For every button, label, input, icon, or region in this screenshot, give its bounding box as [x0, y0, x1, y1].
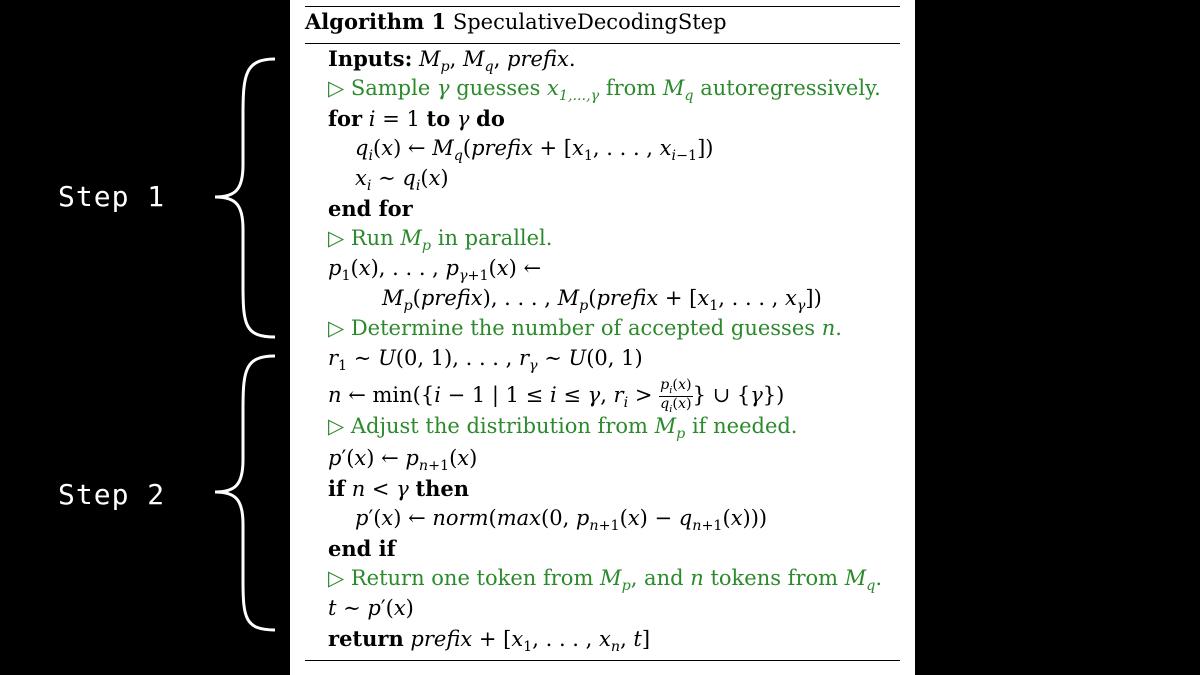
- p-line: $p_1(x)$, . . . , $p_{\gamma+1}(x)$ ←: [328, 256, 542, 285]
- r-line: $r_1$ ∼ U(0, 1), . . . , $r_\gamma$ ∼ U(0, 1): [328, 346, 643, 375]
- comment-return: ▷ Return one token from $M_p$, and n tokens from $M_q$.: [328, 566, 883, 595]
- step-2-label: Step 2: [58, 478, 166, 511]
- qi-line: $q_i(x)$ ← $M_q(prefix + [x_1$, . . . , $x_{i-1}$]): [355, 136, 714, 165]
- step-2-brace-icon: [205, 352, 285, 637]
- algorithm-number: Algorithm 1: [305, 9, 447, 34]
- algorithm-name: SpeculativeDecodingStep: [452, 10, 727, 34]
- header-rule: [305, 43, 900, 44]
- inputs-label: Inputs:: [328, 46, 413, 71]
- comment-sample: ▷ Sample γ guesses $x_{1,...,\gamma}$ from $M_q$ autoregressively.: [328, 76, 881, 105]
- for-line: for i = 1 to γ do: [328, 106, 505, 131]
- comment-adjust: ▷ Adjust the distribution from $M_p$ if needed.: [328, 414, 798, 443]
- end-if-line: end if: [328, 536, 396, 561]
- end-for-line: end for: [328, 196, 413, 221]
- algorithm-panel: [290, 0, 915, 675]
- t-line: t ∼ p′(x): [328, 596, 414, 620]
- norm-line: p′(x) ← norm(max(0, $p_{n+1}(x) - q_{n+1}(x)$)): [355, 506, 768, 535]
- return-line: return prefix + [$x_1$, . . . , $x_n$, t]: [328, 626, 651, 656]
- n-line: n ← min({i − 1 | 1 ≤ i ≤ γ, $r_i$ > $\frac{p_i(x)}{q_i(x)}$ } ∪ {γ}): [328, 377, 785, 415]
- if-line: if n < γ then: [328, 476, 470, 501]
- top-rule: [305, 6, 900, 7]
- inputs-line: Inputs: $M_p$, $M_q$, prefix.: [328, 46, 576, 76]
- comment-run: ▷ Run $M_p$ in parallel.: [328, 226, 553, 255]
- algorithm-title: [305, 9, 727, 34]
- step-1-brace-icon: [205, 55, 285, 345]
- step-1-label: Step 1: [58, 180, 166, 213]
- mp-line: $M_p(prefix)$, . . . , $M_p(prefix + [x_1$, . . . , $x_\gamma$]): [382, 286, 822, 315]
- comment-determine: ▷ Determine the number of accepted guesses n.: [328, 316, 842, 340]
- pprime-line: p′(x) ← $p_{n+1}(x)$: [328, 446, 478, 475]
- bottom-rule: [305, 660, 900, 661]
- xi-line: $x_i$ ∼ $q_i(x)$: [355, 166, 449, 195]
